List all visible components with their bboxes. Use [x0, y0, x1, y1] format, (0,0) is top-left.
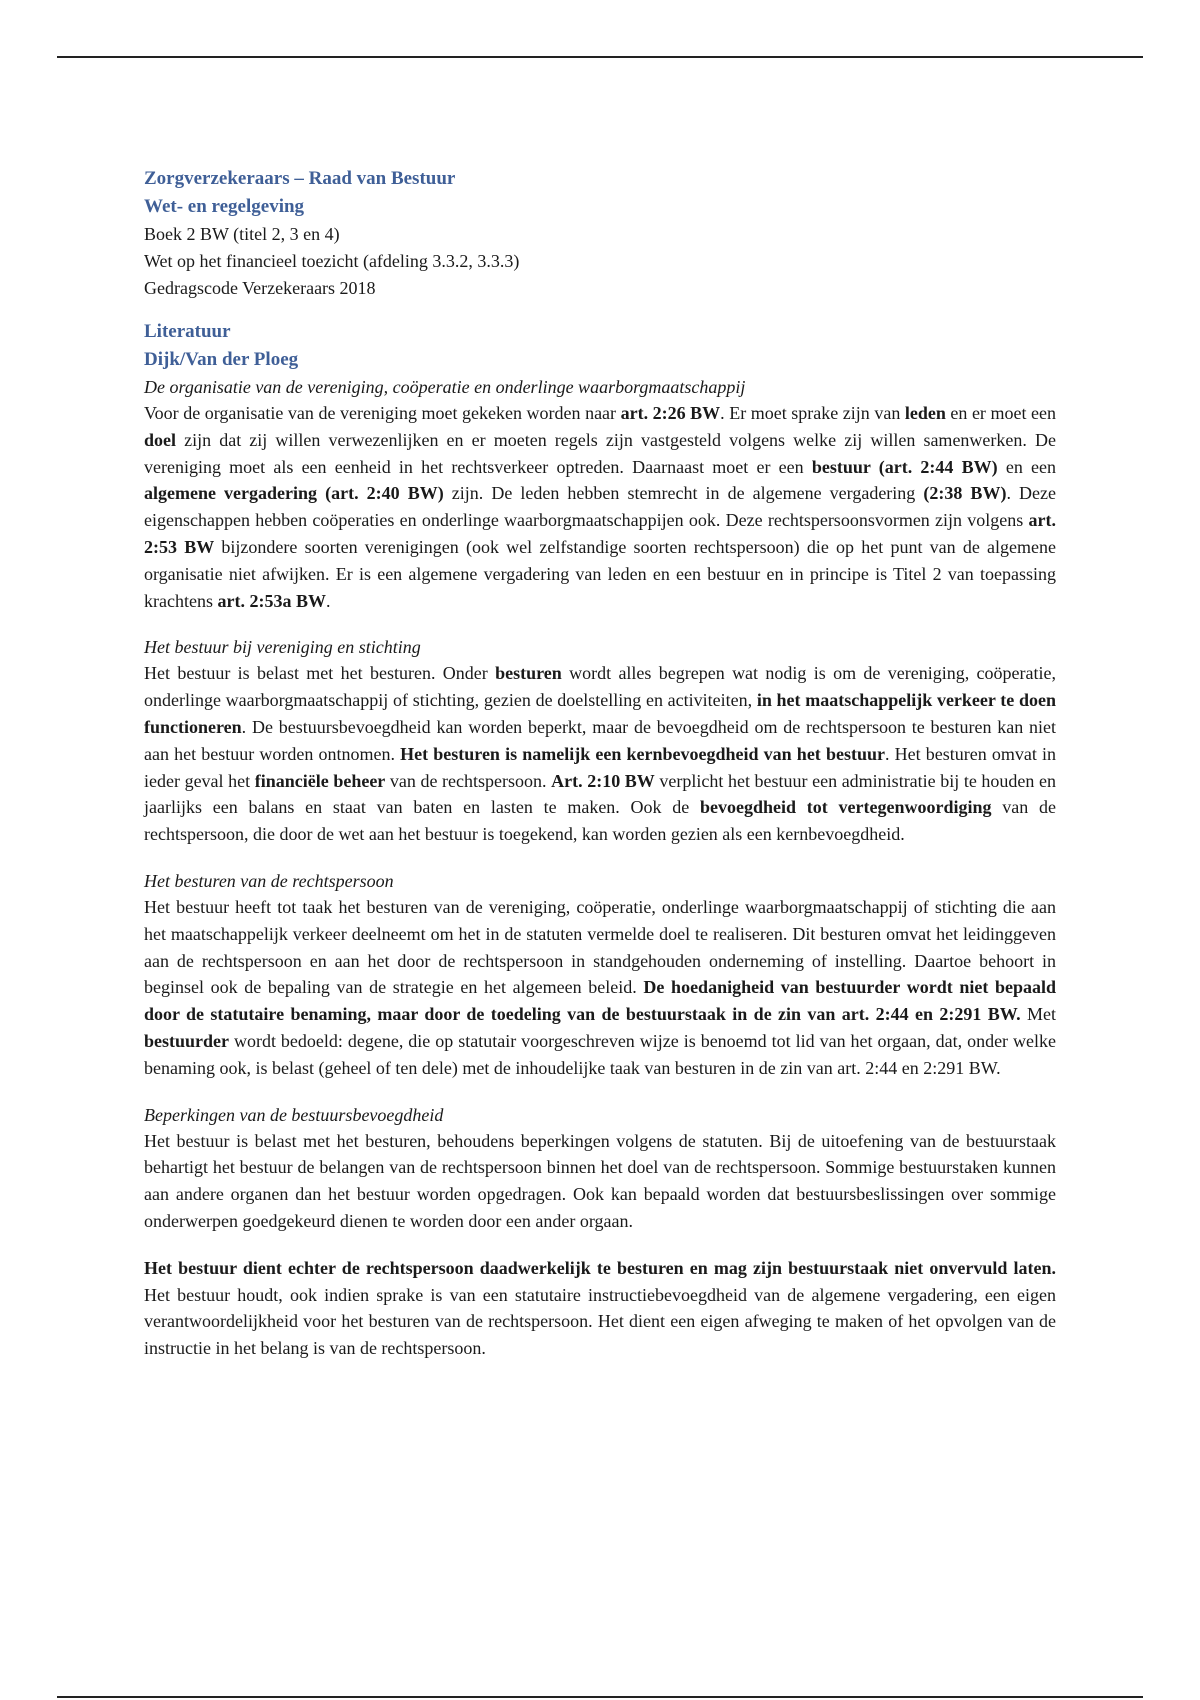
text-run: van de rechtspersoon. — [385, 770, 552, 791]
text-run: . De bestuursbevoegdheid kan worden beperkt, maar de bevoegdheid om de rechtspersoon te besturen kan niet aan het bestuur worden ontnomen. — [144, 716, 1056, 764]
text-run: bijzondere soorten verenigingen (ook wel zelfstandige soorten rechtspersoon) die op het punt van de algemene organisatie niet afwijken. Er is een algemene vergadering van leden en een bestuur en in principe is Titel 2 van toepassing krachtens — [144, 536, 1057, 611]
bold-run: Het besturen is namelijk een kernbevoegdheid van het bestuur — [400, 743, 885, 764]
bold-run: (2:38 BW) — [923, 483, 1007, 504]
text-run: . Het besturen omvat in ieder geval het — [144, 743, 1056, 791]
text-run: . Er moet sprake zijn van — [720, 403, 905, 423]
text-run: wordt alles begrepen wat nodig is om de vereniging, coöperatie, onderlinge waarborgmaatschappij of stichting, gezien de doelstelling en activiteiten, — [144, 663, 1056, 711]
body-paragraph — [144, 1255, 1056, 1362]
bold-run: bevoegdheid tot vertegenwoordiging — [700, 797, 992, 818]
literatuur-author: Dijk/Van der Ploeg — [144, 349, 299, 370]
bold-run: algemene vergadering (art. 2:40 BW) — [144, 483, 444, 504]
text-run: zijn dat zij willen verwezenlijken en er moeten regels zijn vastgesteld volgens welke zij willen samenwerken. De vereniging moet als een eenheid in het rechtsverkeer optreden. Daarnaast moet er een — [144, 429, 1056, 477]
bold-run: besturen — [495, 663, 562, 684]
document-title: Zorgverzekeraars – Raad van Bestuur — [144, 168, 456, 189]
header-rule — [57, 56, 1143, 58]
bold-run: art. 2:26 BW — [620, 403, 721, 423]
section-gap — [144, 1082, 1056, 1102]
text-run: . Deze eigenschappen hebben coöperaties en onderlinge waarborgmaatschappijen ook. Deze rechtspersoonsvormen zijn volgens — [144, 483, 1056, 531]
wet-heading: Wet- en regelgeving — [144, 196, 305, 217]
section-gap — [144, 614, 1056, 634]
text-run: Voor de organisatie van de vereniging moet gekeken worden naar — [144, 403, 621, 423]
section-subtitle: De organisatie van de vereniging, coöperatie en onderlinge waarborgmaatschappij — [144, 377, 746, 397]
footer-rule — [57, 1696, 1143, 1698]
literatuur-heading: Literatuur — [144, 321, 231, 342]
bold-run: Art. 2:10 BW — [551, 770, 655, 791]
bold-run: bestuur (art. 2:44 BW) — [811, 456, 998, 477]
body-paragraph — [144, 1128, 1056, 1235]
bold-run: financiële beheer — [254, 770, 386, 791]
wet-item: Gedragscode Verzekeraars 2018 — [144, 278, 376, 298]
text-run: wordt bedoeld: degene, die op statutair voorgeschreven wijze is benoemd tot lid van het orgaan, dat, onder welke benaming ook, is belast (geheel of ten dele) met de inhoudelijke taak van besturen in de zin van art. 2:44 en 2:291 BW. — [144, 1030, 1056, 1078]
wet-item: Wet op het financieel toezicht (afdeling 3.3.2, 3.3.3) — [144, 251, 520, 271]
section-subtitle: Beperkingen van de bestuursbevoegdheid — [144, 1104, 444, 1125]
text-run: . — [325, 590, 331, 611]
text-run: verplicht het bestuur een administratie bij te houden en jaarlijks een balans en staat van baten en lasten te maken. Ook de — [144, 770, 1057, 818]
text-run: van de rechtspersoon, die door de wet aan het bestuur is toegekend, kan worden gezien als een kernbevoegdheid. — [144, 797, 1056, 845]
bold-run: doel — [144, 429, 177, 450]
text-run: zijn. De leden hebben stemrecht in de algemene vergadering — [443, 483, 924, 504]
document-page — [144, 165, 1056, 1362]
text-run: Het bestuur is belast met het besturen, behoudens beperkingen volgens de statuten. Bij de uitoefening van de bestuurstaak behartigt het bestuur de belangen van de rechtspersoon binnen het doel van de rechtspersoon. Sommige bestuurstaken kunnen aan andere organen dan het bestuur worden opgedragen. Ook kan bepaald worden dat bestuursbeslissingen over sommige onderwerpen goedgekeurd dienen te worden door een ander orgaan. — [144, 1130, 1056, 1231]
bold-run: De hoedanigheid van bestuurder wordt niet bepaald door de statutaire benaming, maar door de toedeling van de bestuurstaak in de zin van art. 2:44 en 2:291 BW. — [144, 977, 1057, 1025]
bold-run: leden — [904, 403, 946, 423]
text-run: Met — [1020, 1004, 1056, 1025]
body-paragraph — [144, 400, 1056, 614]
section-gap — [144, 848, 1056, 868]
text-run: Het bestuur is belast met het besturen. Onder — [144, 663, 496, 684]
text-run: en een — [997, 456, 1056, 477]
wet-item: Boek 2 BW (titel 2, 3 en 4) — [144, 224, 340, 244]
bold-run: in het maatschappelijk verkeer te doen functioneren — [144, 690, 1056, 737]
paragraph-gap — [144, 1235, 1056, 1255]
text-run: en er moet een — [945, 403, 1056, 423]
text-run: Het bestuur houdt, ook indien sprake is van een statutaire instructiebevoegdheid van de algemene vergadering, een eigen verantwoordelijkheid voor het besturen van de rechtspersoon. Het dient een eigen afweging te maken of het opvolgen van de instructie in het belang is van de rechtspersoon. — [144, 1284, 1056, 1359]
text-run: Het bestuur heeft tot taak het besturen van de vereniging, coöperatie, onderlinge waarborgmaatschappij of stichting die aan het maatschappelijk verkeer deelneemt om het in de statuten vermelde doel te realiseren. Dit besturen omvat het leidinggeven aan de rechtspersoon en aan het door de rechtspersoon in standgehouden onderneming of instelling. Daartoe behoort in beginsel ook de bepaling van de strategie en het algemeen beleid. — [144, 896, 1056, 998]
body-paragraph — [144, 894, 1056, 1082]
section-subtitle: Het bestuur bij vereniging en stichting — [144, 637, 421, 658]
bold-run: art. 2:53a BW — [217, 590, 326, 611]
bold-run: bestuurder — [144, 1030, 229, 1051]
literature-sections — [144, 374, 1056, 1362]
body-paragraph — [144, 660, 1056, 848]
bold-run: Het bestuur dient echter de rechtspersoon daadwerkelijk te besturen en mag zijn bestuurstaak niet onvervuld laten. — [144, 1257, 1056, 1278]
section-subtitle: Het besturen van de rechtspersoon — [144, 870, 394, 891]
bold-run: art. 2:53 BW — [144, 510, 1056, 557]
